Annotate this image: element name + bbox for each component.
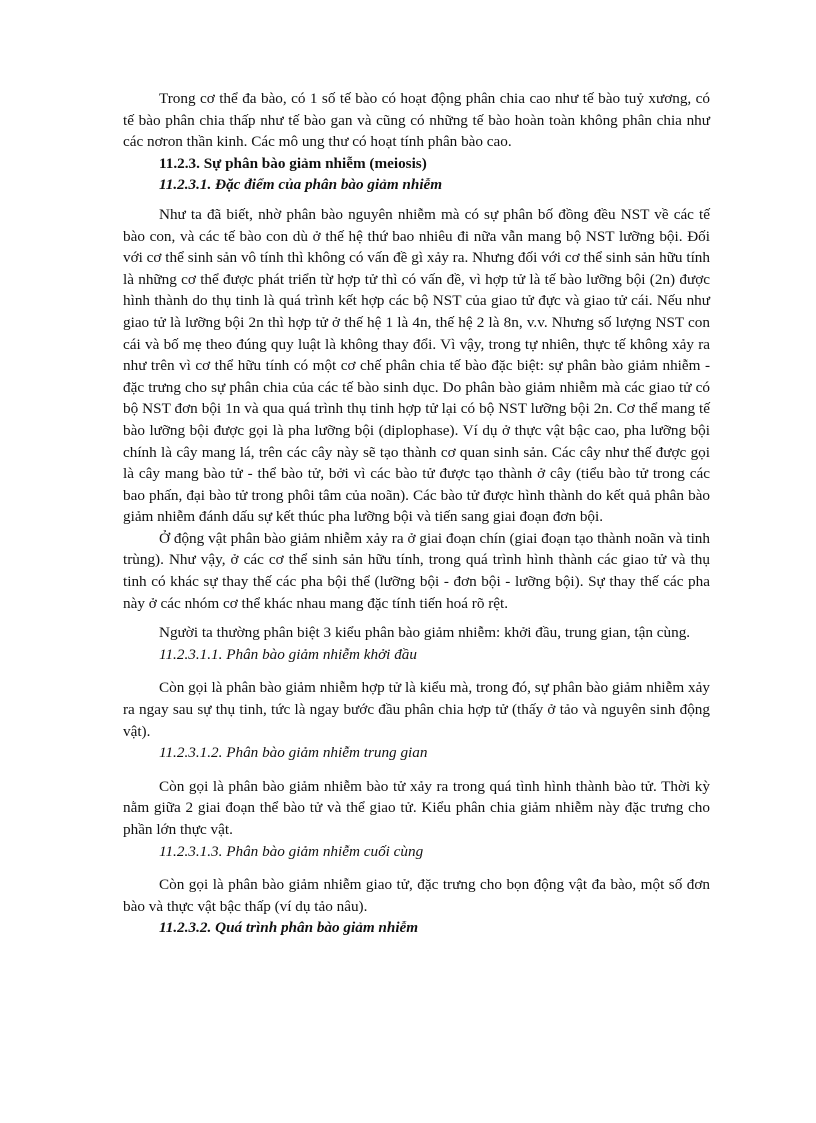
paragraph-intermediate-meiosis: Còn gọi là phân bào giảm nhiễm bào tử xảy ra trong quá tình hình thành bào tử. Thời kỳ nằm giữa 2 giai đoạn thể bào tử và thể giao tử. Kiểu phân chia giảm nhiễm này đặc trưng cho phần lớn thực vật.	[123, 777, 710, 838]
subsubsection-heading-terminal-meiosis: 11.2.3.1.3. Phân bào giảm nhiễm cuối cùng	[159, 842, 424, 860]
document-page	[123, 88, 710, 939]
paragraph-initial-meiosis: Còn gọi là phân bào giảm nhiễm hợp tử là kiểu mà, trong đó, sự phân bào giảm nhiễm xảy ra ngay sau sự thụ tinh, tức là ngay bước đầu phân chia hợp tử (thấy ở tảo và nguyên sinh động vật).	[123, 679, 710, 740]
paragraph-terminal-meiosis: Còn gọi là phân bào giảm nhiễm giao tử, đặc trưng cho bọn động vật đa bào, một số đơn bào và thực vật bậc thấp (ví dụ tảo nâu).	[123, 876, 710, 915]
subsection-heading-meiosis-process: 11.2.3.2. Quá trình phân bào giảm nhiễm	[159, 919, 419, 937]
paragraph-meiosis-characteristics: Như ta đã biết, nhờ phân bào nguyên nhiễm mà có sự phân bố đồng đều NST về các tế bào con, và các tế bào con dù ở thế hệ thứ bao nhiêu đi nữa vẫn mang bộ NST lưỡng bội. Đối với cơ thể sinh sản vô tính thì không có vấn đề gì xảy ra. Nhưng đối với cơ thể sinh sản hữu tính là những cơ thể được phát triển từ hợp tử thì có vấn đề, vì hợp tử là tế bào lưỡng bội (2n) được hình thành do thụ tinh là quá trình kết hợp các bộ NST của giao tử đực và giao tử cái. Nếu như giao tử là lưỡng bội 2n thì hợp tử ở thế hệ 1 là 4n, thế hệ 2 là 8n, v.v. Nhưng số lượng NST con cái và bố mẹ theo đúng quy luật là không thay đổi. Vì vậy, trong tự nhiên, thực tế không xảy ra như trên vì cơ thể hữu tính có một cơ chế phân chia tế bào đặc biệt: sự phân bào giảm nhiễm - đặc trưng cho sự phân chia của các tế bào sinh dục. Do phân bào giảm nhiễm mà các giao tử có bộ NST đơn bội 1n và qua quá trình thụ tinh hợp tử lại có bộ NST lưỡng bội 2n. Cơ thể mang tế bào lưỡng bội được gọi là pha lưỡng bội (diplophase). Ví dụ ở thực vật bậc cao, pha lưỡng bội chính là cây mang lá, trên các cây này sẽ tạo thành cơ quan sinh sản. Các cây như thế được gọi là cây mang bào tử - thể bào tử, bởi vì các bào tử được tạo thành ở cây (tiểu bào tử trong các bao phấn, đại bào tử trong phôi tâm của noãn). Các bào tử được hình thành do kết quả phân bào giảm nhiễm đánh dấu sự kết thúc pha lưỡng bội và tiến sang giai đoạn đơn bội.	[123, 205, 710, 526]
section-heading-meiosis: 11.2.3. Sự phân bào giảm nhiễm (meiosis)	[159, 154, 427, 172]
subsubsection-heading-intermediate-meiosis: 11.2.3.1.2. Phân bào giảm nhiễm trung gian	[159, 744, 428, 762]
paragraph-meiosis-types: Người ta thường phân biệt 3 kiểu phân bào giảm nhiễm: khởi đầu, trung gian, tận cùng.	[159, 624, 691, 642]
subsection-heading-meiosis-characteristics: 11.2.3.1. Đặc điểm của phân bào giảm nhiễm	[159, 176, 443, 194]
subsubsection-heading-initial-meiosis: 11.2.3.1.1. Phân bào giảm nhiễm khởi đầu	[159, 645, 417, 663]
paragraph-cell-division-activity: Trong cơ thể đa bào, có 1 số tế bào có hoạt động phân chia cao như tế bào tuỷ xương, có tế bào phân chia thấp như tế bào gan và cũng có những tế bào hoàn toàn không phân chia như các nơron thần kinh. Các mô ung thư có hoạt tính phân bào cao.	[123, 90, 710, 151]
paragraph-animal-meiosis: Ở động vật phân bào giảm nhiễm xảy ra ở giai đoạn chín (giai đoạn tạo thành noãn và tinh trùng). Như vậy, ở các cơ thể sinh sản hữu tính, trong quá trình hình thành các giao tử và thụ tinh có khác sự thay thế các pha bội thể (lưỡng bội - đơn bội - lưỡng bội). Sự thay thế các pha này ở các nhóm cơ thể khác nhau mang đặc tính tiến hoá rõ rệt.	[123, 529, 710, 612]
